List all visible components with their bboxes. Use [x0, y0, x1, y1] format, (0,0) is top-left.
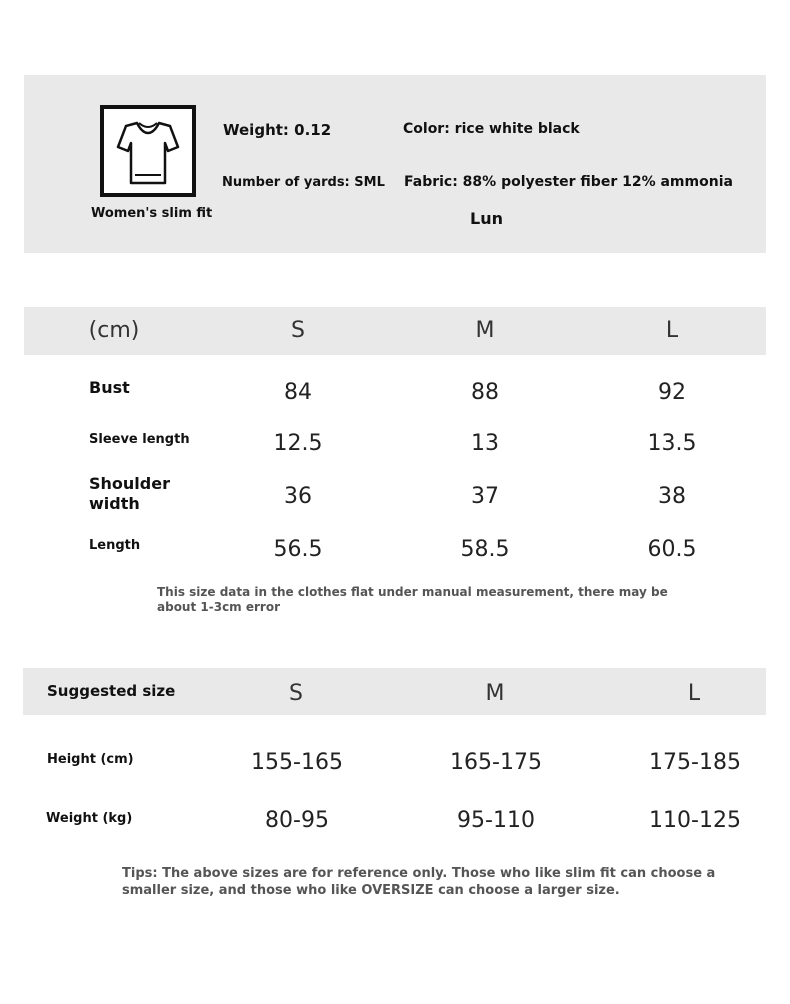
bust-s: 84: [284, 380, 312, 405]
row-label-length: Length: [89, 538, 141, 553]
size-header-l: L: [665, 318, 679, 343]
sleeve-l: 13.5: [647, 431, 697, 456]
suggest-header-s: S: [289, 681, 303, 706]
row-label-shoulder: Shoulder: [89, 474, 170, 493]
height-m: 165-175: [450, 750, 542, 775]
row-label-height: Height (cm): [47, 752, 134, 767]
unit-header: (cm): [88, 318, 140, 343]
tips-line2: smaller size, and those who like OVERSIZE can choose a larger size.: [122, 883, 620, 898]
measurement-note-line1: This size data in the clothes flat under manual measurement, there may be: [157, 585, 668, 599]
weight-info: Weight: 0.12: [223, 121, 332, 139]
bust-l: 92: [658, 380, 686, 405]
row-label-bust: Bust: [89, 378, 130, 397]
shoulder-m: 37: [471, 484, 499, 509]
weight-m: 95-110: [457, 808, 535, 833]
tshirt-icon: [104, 109, 192, 193]
sleeve-s: 12.5: [273, 431, 323, 456]
size-header-m: M: [475, 318, 495, 343]
bust-m: 88: [471, 380, 499, 405]
length-l: 60.5: [647, 537, 697, 562]
tips-note: [122, 865, 722, 899]
tshirt-icon-frame: [100, 105, 196, 197]
fabric-info: Fabric: 88% polyester fiber 12% ammonia: [404, 174, 733, 190]
length-m: 58.5: [460, 537, 510, 562]
yards-info: Number of yards: SML: [222, 175, 385, 190]
suggest-header-m: M: [485, 681, 505, 706]
fabric-info-cont: Lun: [470, 209, 503, 228]
row-label-shoulder-2: width: [89, 494, 140, 513]
color-info: Color: rice white black: [403, 121, 580, 137]
height-s: 155-165: [251, 750, 343, 775]
fit-label: Women's slim fit: [91, 206, 213, 221]
measurement-note-line2: about 1-3cm error: [157, 600, 280, 614]
measurement-note: [157, 585, 677, 615]
size-header-s: S: [291, 318, 305, 343]
shoulder-s: 36: [284, 484, 312, 509]
suggest-title: Suggested size: [47, 682, 176, 700]
tips-line1: Tips: The above sizes are for reference only. Those who like slim fit can choose a: [122, 866, 716, 881]
row-label-weight: Weight (kg): [46, 811, 133, 826]
shoulder-l: 38: [658, 484, 686, 509]
height-l: 175-185: [649, 750, 741, 775]
length-s: 56.5: [273, 537, 323, 562]
sleeve-m: 13: [471, 431, 499, 456]
weight-s: 80-95: [265, 808, 329, 833]
row-label-sleeve: Sleeve length: [89, 432, 190, 447]
weight-l: 110-125: [649, 808, 741, 833]
suggest-header-l: L: [687, 681, 701, 706]
